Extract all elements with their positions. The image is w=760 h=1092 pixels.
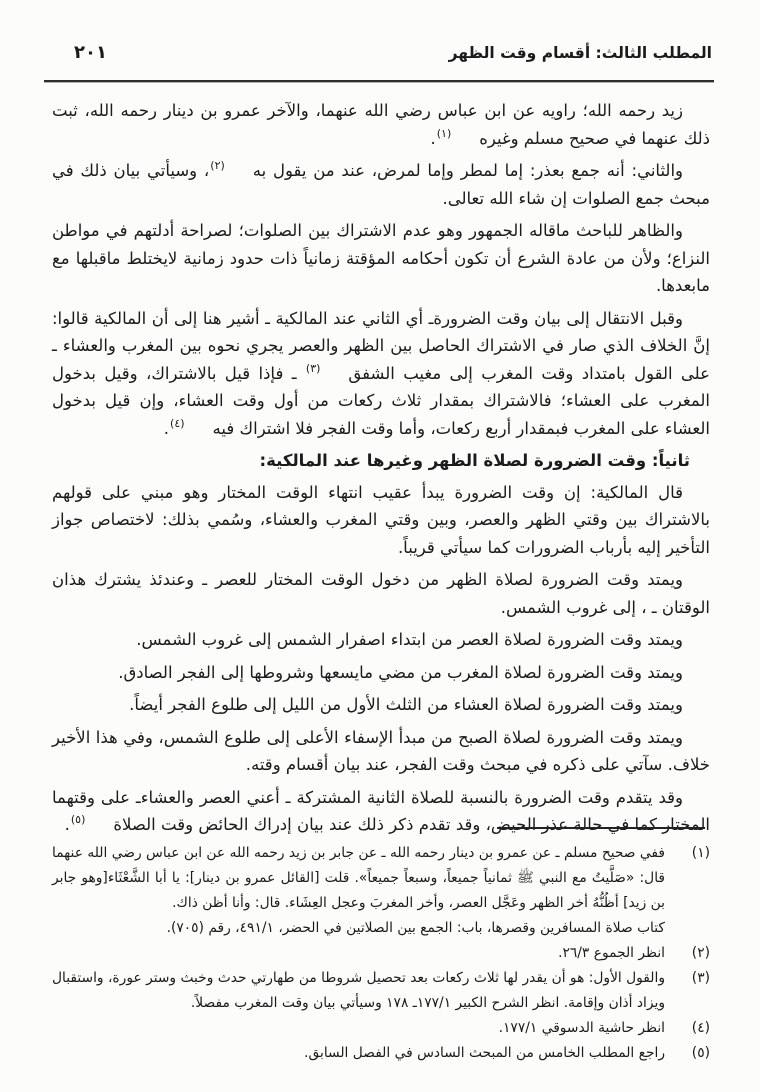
footnote-item — [52, 941, 710, 966]
paragraph — [52, 724, 710, 779]
paragraph: وقبل الانتقال إلى بيان وقت الضرورةـ أي الثاني عند المالكية ـ أشير هنا إلى أن المالكية قالوا: إنَّ الخلاف الذي صار في الاشتراك الحاصل بين الظهر والعصر يجري نحوه بين المغرب والعشاء ـ على القول بامتداد وقت المغرب إلى مغيب الشفق(٣) ـ فإذا قيل بالاشتراك، وقيل بدخول المغرب على العشاء؛ فالاشتراك بمقدار ثلاث ركعات من أول وقت العشاء، وإن قيل بدخول العشاء على المغرب فبمقدار أربع ركعات، وأما وقت الفجر فلا اشتراك فيه(٤). — [52, 308, 710, 438]
page-header — [48, 42, 712, 63]
text-run: ـ فإذا قيل بالاشتراك، وقيل بدخول المغرب على العشاء؛ فالاشتراك بمقدار ثلاث ركعات من أول وقت العشاء، وإن قيل بدخول العشاء على المغرب فبمقدار أربع ركعات، وأما وقت الفجر فلا اشتراك فيه — [52, 363, 710, 438]
paragraph: زيد رحمه الله؛ راويه عن ابن عباس رضي الله عنهما، والآخر عمرو بن دينار رحمه الله، ثبت ذلك عنهما في صحيح مسلم وغيره(١). — [52, 101, 710, 148]
text-run: قال المالكية: إن وقت الضرورة يبدأ عقيب انتهاء الوقت المختار وهو مبني على قولهم بالاشتراك بين وقتي الظهر والعصر، وبين وقتي المغرب والعشاء، وسُمي بذلك: لاختصاص جواز التأخير إليه بأرباب الضرورات كما سيأتي قريباً. — [52, 482, 710, 557]
footnote-number: (٥) — [691, 1045, 710, 1061]
footnote-text — [52, 1016, 665, 1041]
text-run: ويمتد وقت الضرورة لصلاة العشاء من الثلث الأول من الليل إلى طلوع الفجر أيضاً. — [129, 695, 683, 714]
text-run: وقبل الانتقال إلى بيان وقت الضرورةـ أي الثاني عند المالكية ـ أشير هنا إلى أن المالكية قالوا: إنَّ الخلاف الذي صار في الاشتراك الحاصل بين الظهر والعصر يجري نحوه بين المغرب والعشاء ـ على القول بامتداد وقت المغرب إلى مغيب الشفق — [52, 308, 710, 383]
text-run: . — [430, 128, 436, 148]
paragraph — [52, 479, 710, 562]
text-run: ويمتد وقت الضرورة لصلاة الظهر من دخول الوقت المختار للعصر ـ وعندئذ يشترك هذان الوقتان ـ ، إلى غروب الشمس. — [52, 570, 710, 617]
footnotes — [52, 841, 710, 1066]
footnote-item — [52, 966, 710, 1016]
paragraph: وقد يتقدم وقت الضرورة بالنسبة للصلاة الثانية المشتركة ـ أعني العصر والعشاءـ على وقتهما المختار كما في حالة عذر الحيض، وقد تقدم ذكر ذلك عند بيان إدراك الحائض وقت الصلاة(٥). — [52, 787, 710, 834]
footnote-segment: انظر الجموع ٢٦/٣. — [558, 945, 665, 961]
footnote-text — [52, 1041, 665, 1066]
footnote-number: (١) — [691, 845, 710, 861]
paragraph: والثاني: أنه جمع بعذر: إما لمطر وإما لمرض، عند من يقول به(٢)، وسيأتي بيان ذلك في مبحث جمع الصلوات إن شاء الله تعالى. — [52, 159, 710, 208]
text-run: . — [163, 418, 170, 438]
text-run: . — [64, 815, 70, 834]
footnote-separator — [497, 827, 705, 829]
paragraph — [52, 626, 710, 654]
text-run: ، وسيأتي بيان ذلك في مبحث جمع الصلوات إن شاء الله تعالى. — [52, 161, 710, 208]
footnote-item — [52, 841, 710, 941]
text-run: ثانياً: وقت الضرورة لصلاة الظهر وغيرها عند المالكية: — [259, 451, 690, 470]
page-number: ٢٠١ — [74, 42, 107, 63]
footnote-number: (٢) — [691, 945, 710, 961]
text-run: والظاهر للباحث ماقاله الجمهور وهو عدم الاشتراك بين الصلوات؛ لصراحة أدلتهم في مواطن النزاع؛ ولأن من عادة الشرع أن تكون أحكامه المؤقتة زمانياً ذات حدود زمانية لايختلط ماقبلها مع مابعدها. — [52, 221, 710, 295]
text-run: ويمتد وقت الضرورة لصلاة العصر من ابتداء اصفرار الشمس إلى غروب الشمس. — [136, 630, 683, 649]
text-run: زيد رحمه الله؛ راويه عن ابن عباس رضي الله عنهما، والآخر عمرو بن دينار رحمه الله، ثبت ذلك عنهما في صحيح مسلم وغيره — [52, 101, 710, 148]
header-rule — [44, 80, 714, 82]
footnote-text — [52, 841, 665, 941]
body-text — [52, 97, 710, 844]
footnote-text — [52, 941, 665, 966]
footnote-segment: انظر حاشية الدسوقي ١٧٧/١. — [498, 1020, 665, 1036]
text-run: ويمتد وقت الضرورة لصلاة المغرب من مضي مايسعها وشروطها إلى الفجر الصادق. — [118, 662, 683, 682]
footnote-number: (٤) — [691, 1020, 710, 1036]
footnote-text — [52, 966, 665, 1016]
text-run: والثاني: أنه جمع بعذر: إما لمطر وإما لمرض، عند من يقول به — [252, 161, 683, 180]
paragraph — [52, 691, 710, 719]
footnote-segment: راجع المطلب الخامس من المبحث السادس في الفصل السابق. — [304, 1045, 665, 1061]
paragraph — [52, 217, 710, 300]
footnote-number: (٣) — [691, 970, 710, 986]
text-run: ويمتد وقت الضرورة لصلاة الصبح من مبدأ الإسفاء الأعلى إلى طلوع الشمس، وفي هذا الأخير خلاف. سآتي على ذكره في مبحث وقت الفجر، عند بيان أقسام وقته. — [52, 727, 710, 774]
footnote-segment: ففي صحيح مسلم ـ عن عمرو بن دينار رحمه الله ـ عن جابر بن زيد رحمه الله عن ابن عباس رضي الله عنهما قال: «صَلَّيتُ مع النبي ﷺ ثمانياً جميعاً، وسبعاً جميعاً». قلت [القائل عمرو بن دينار]: يا أبا الشَّعْثَاء[وهو جابر بن زيد] أظُنُّهُ أخر الظهر وعَجَّل العصر، وأخر المغربَ وعجل العِشَاء. قال: وأنا أظن ذاك. — [52, 845, 665, 911]
footnote-item — [52, 1041, 710, 1066]
paragraph — [52, 659, 710, 687]
text-run: وقد يتقدم وقت الضرورة بالنسبة للصلاة الثانية المشتركة ـ أعني العصر والعشاءـ على وقتهما المختار كما في حالة عذر الحيض، وقد تقدم ذكر ذلك عند بيان إدراك الحائض وقت الصلاة — [52, 787, 710, 834]
footnote-segment: كتاب صلاة المسافرين وقصرها، باب: الجمع بين الصلاتين في الحضر، ٤٩١/١، رقم (٧٠٥). — [166, 920, 665, 936]
footnote-item — [52, 1016, 710, 1041]
chapter-title: المطلب الثالث: أقسام وقت الظهر — [448, 44, 712, 62]
footnote-segment: والقول الأول: هو أن يقدر لها ثلاث ركعات بعد تحصيل شروطا من طهارتي حدث وخبث وستر عورة، واستقبال ويزاد أذان وإقامة. انظر الشرح الكبير ١٧٧/١ـ ١٧٨ وسيأتي بيان وقت المغرب مفصلاً. — [52, 970, 665, 1011]
paragraph — [52, 566, 710, 621]
section-heading — [52, 447, 710, 475]
